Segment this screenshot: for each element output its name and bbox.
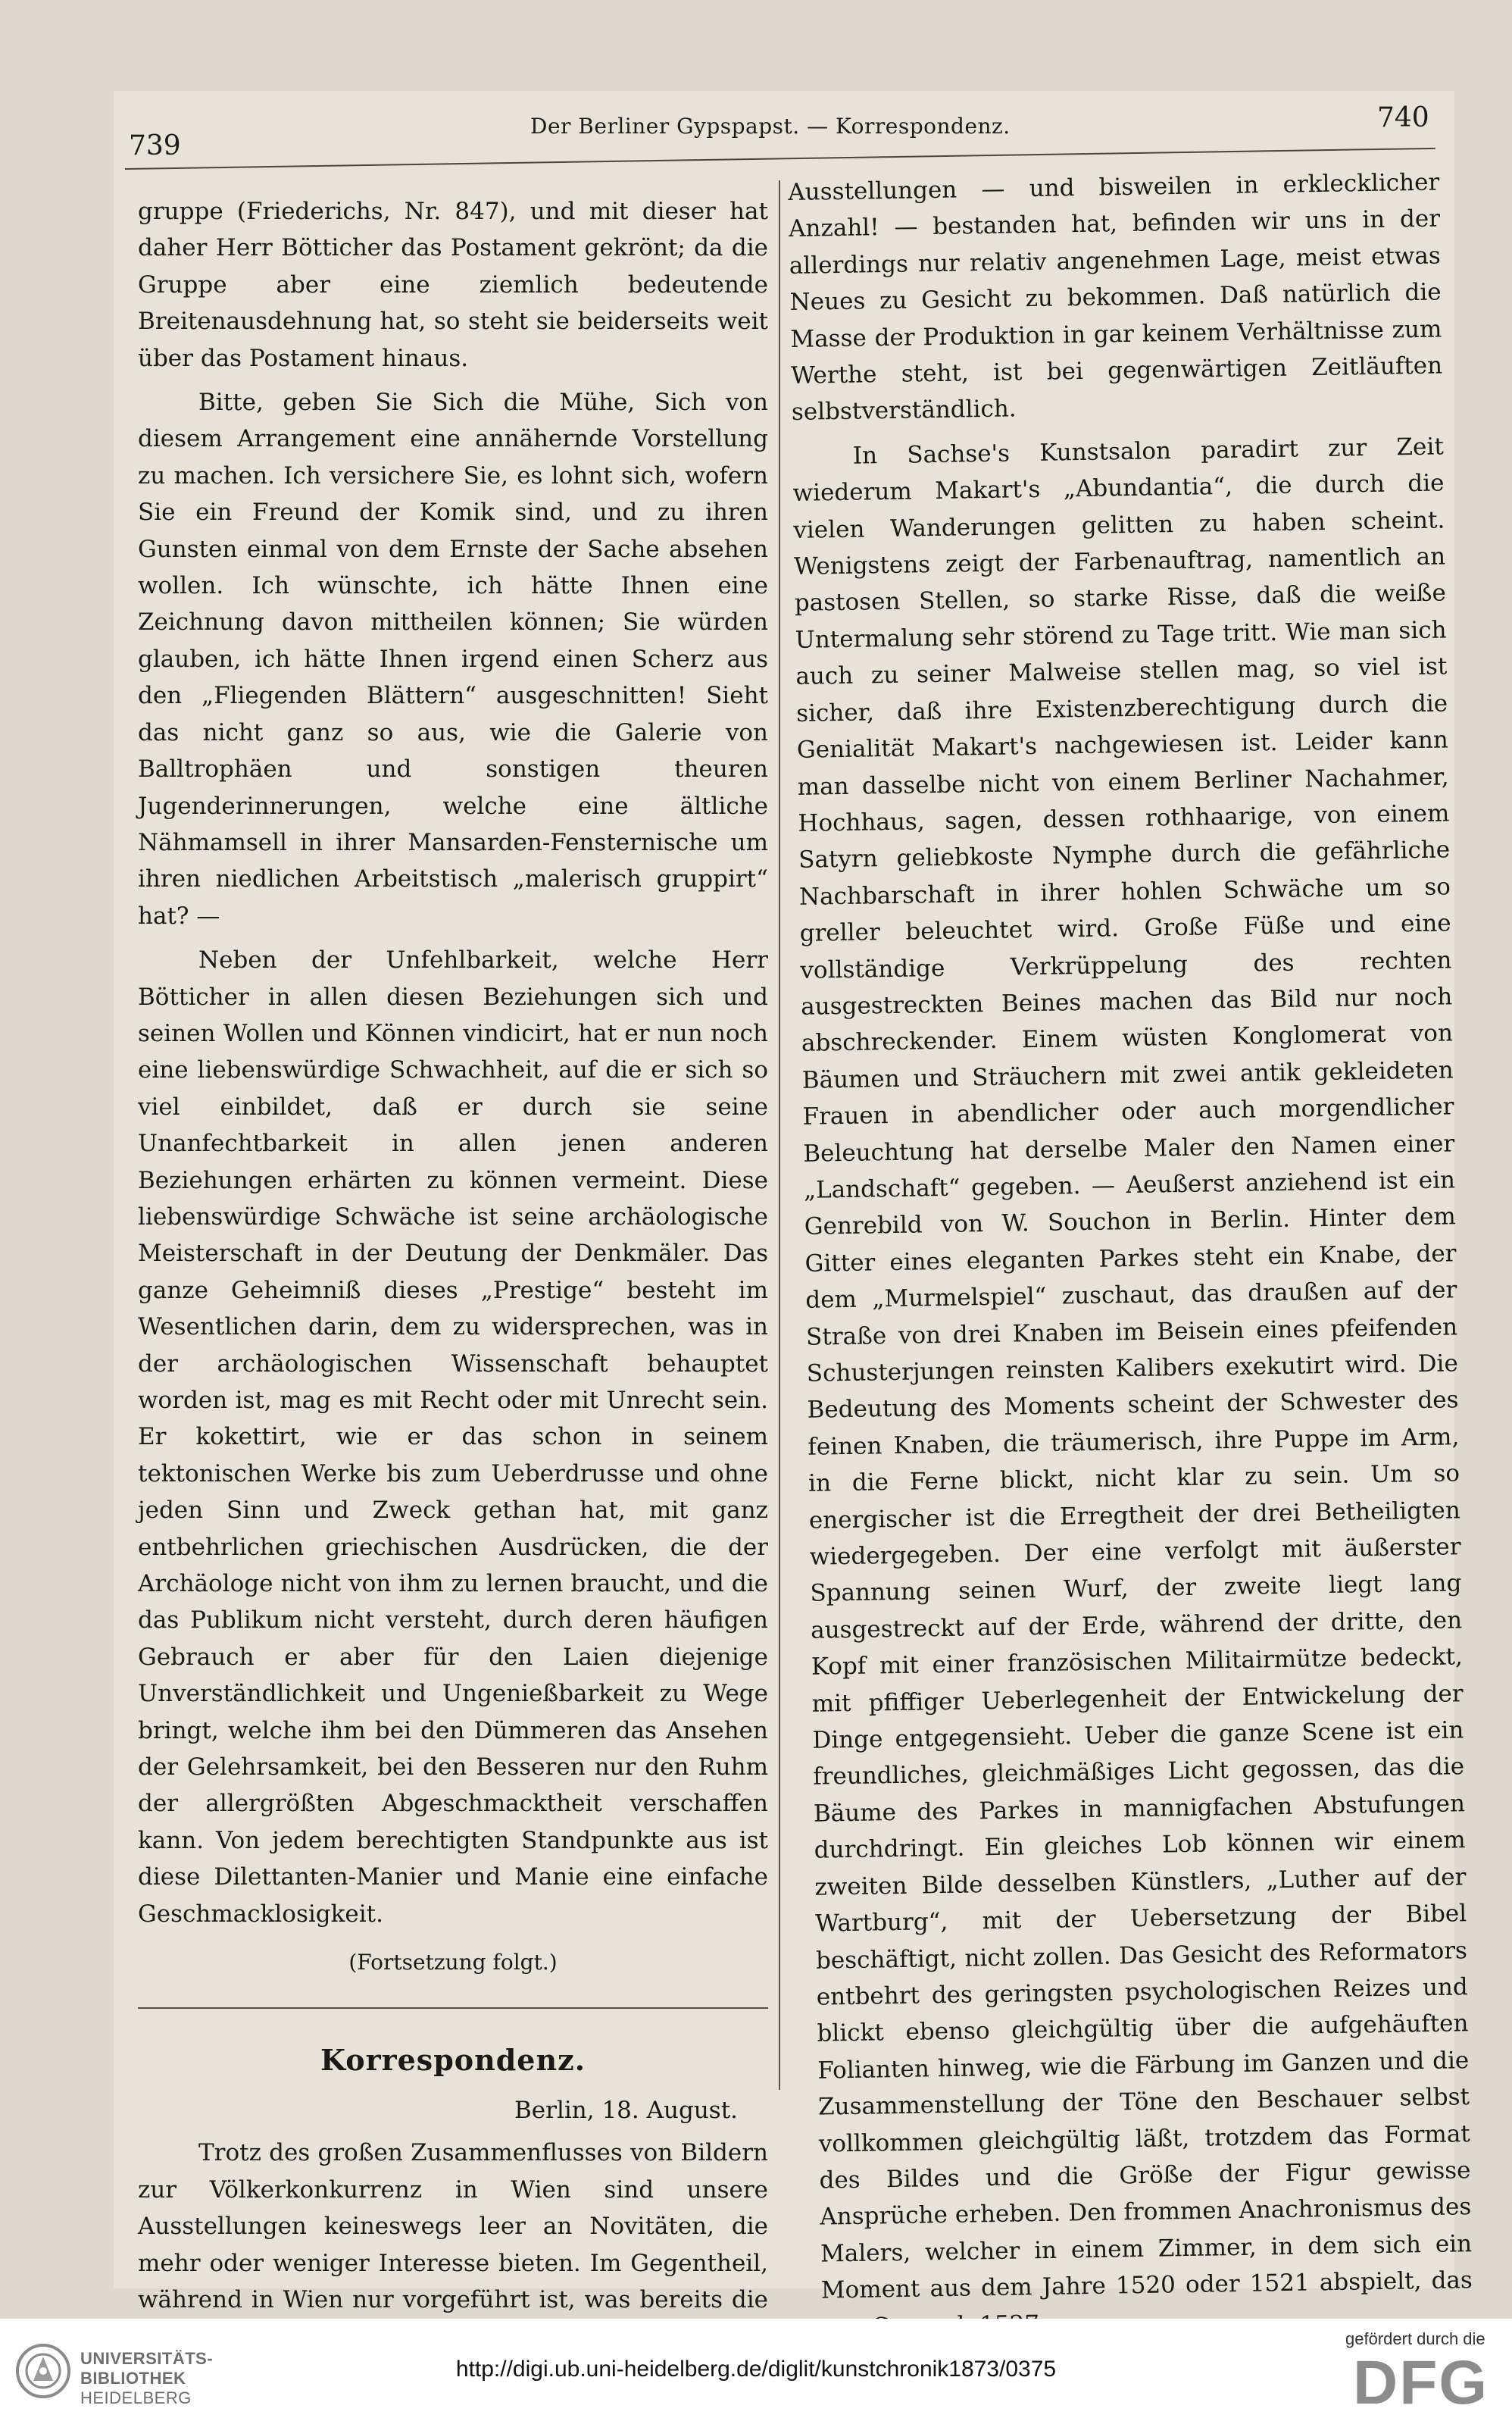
paragraph: In Sachse's Kunstsalon paradirt zur Zeit wiederum Makart's „Abundantia“, die durch die vielen Wanderungen gelitten zu haben scheint. Wenigstens zeigt der Farbenauftrag, namentlich an pastosen Stellen, so starke Risse, daß die weiße Untermalung sehr störend zu Tage tritt. Wie man sich auch zu seiner Malweise stellen mag, so viel ist sicher, daß ihre Existenzberechtigung durch die Genialität Makart's nachgewiesen ist. Leider kann man dasselbe nicht von einem Berliner Nachahmer, Hochhaus, sagen, dessen rothhaarige, von einem Satyrn geliebkoste Nymphe durch die gefährliche Nachbarschaft in ihrer hohlen Schwäche um so greller beleuchtet wird. Große Füße und eine vollständige Verkrüppelung des rechten ausgestreckten Beines machen das Bild nur noch abschreckender. Einem wüsten Konglomerat von Bäumen und Sträuchern mit zwei antik gekleideten Frauen in abendlicher oder auch morgendlicher Beleuchtung hat derselbe Maler den Namen einer „Landschaft“ gegeben. — Aeußerst anziehend ist ein Genrebild von W. Souchon in Berlin. Hinter dem Gitter eines eleganten Parkes steht ein Knabe, der dem „Murmelspiel“ zuschaut, das draußen auf der Straße von drei Knaben im Beisein eines pfeifenden Schusterjungen reinsten Kalibers exekutirt wird. Die Bedeutung des Moments scheint der Schwester des feinen Knaben, die träumerisch, ihre Puppe im Arm, in die Ferne blickt, nicht klar zu sein. Um so energischer ist die Erregtheit der drei Betheiligten wiedergegeben. Der eine verfolgt mit äußerster Spannung seinen Wurf, der zweite liegt lang ausgestreckt auf der Erde, während der dritte, den Kopf mit einer französischen Militairmütze bedeckt, mit pfiffiger Ueberlegenheit der Entwickelung der Dinge entgegensieht. Ueber die ganze Scene ist ein freundliches, gleichmäßiges Licht gegossen, das die Bäume des Parkes in mannigfachen Abstufungen durchdringt. Ein gleiches Lob können wir einem zweiten Bilde desselben Künstlers, „Luther auf der Wartburg“, mit der Uebersetzung der Bibel beschäftigt, nicht zollen. Das Gesicht des Reformators entbehrt des geringsten psychologischen Reizes und blickt ebenso gleichgültig über die aufgehäuften Folianten hinweg, wie die Färbung im Ganzen und die Zusammenstellung der Töne den Beschauer selbst vollkommen gleichgültig läßt, trotzdem das Format des Bildes und die Größe der Figur gewisse Ansprüche erheben. Den frommen Anachronismus des Malers, welcher in einem Zimmer, in dem sich ein Moment aus dem Jahre 1520 oder 1521 abspielt, das bbox=[792, 433, 1473, 2304]
footer-bar bbox=[0, 2319, 1512, 2421]
page-number-left: 739 bbox=[129, 130, 181, 161]
source-url-link[interactable]: http://digi.ub.uni-heidelberg.de/diglit/kunstchronik1873/0375 bbox=[455, 2357, 1057, 2382]
dfg-logo: DFG bbox=[1353, 2348, 1489, 2417]
paragraph: Trotz des großen Zusammenflusses von Bildern zur Völkerkonkurrenz in Wien sind unsere Ausstellungen keineswegs leer an Novitäten, die mehr oder weniger Interesse bieten. Im Gegentheil, während in Wien nur vorgeführt ist, was bereits die bbox=[138, 2139, 768, 2313]
section-title: Korrespondenz. bbox=[320, 2042, 586, 2077]
left-column bbox=[138, 193, 768, 2363]
page-number-right: 740 bbox=[1377, 102, 1429, 133]
section-rule bbox=[138, 2007, 768, 2009]
running-title: Der Berliner Gypspapst. — Korrespondenz. bbox=[530, 114, 1011, 139]
paragraph: Bitte, geben Sie Sich die Mühe, Sich von diesem Arrangement eine annähernde Vorstellung zu machen. Ich versichere Sie, es lohnt sich, wofern Sie ein Freund der Komik sind, und zu ihren Gunsten einmal von dem Ernste der Sache absehen wollen. Ich wünschte, ich hätte Ihnen eine Zeichnung davon mittheilen können; Sie würden glauben, ich hätte Ihnen irgend einen Scherz aus den „Fliegenden Blättern“ ausgeschnitten! Sieht das nicht ganz so aus, wie die Galerie von Balltrophäen und sonstigen theuren Jugenderinnerungen, welche eine ältliche Nähmamsell in ihrer Mansarden-Fensternische um ihren niedlichen Arbeitstisch „malerisch gruppirt“ hat? — bbox=[138, 389, 768, 930]
continuation-note: (Fortsetzung folgt.) bbox=[348, 1950, 558, 1975]
column-divider bbox=[779, 180, 780, 2090]
paragraph: gruppe (Friederichs, Nr. 847), und mit dieser hat daher Herr Bötticher das Postament gekrönt; da die Gruppe aber eine ziemlich bedeutende Breitenausdehnung hat, so steht sie beiderseits weit über das Postament hinaus. bbox=[138, 198, 768, 372]
right-column bbox=[788, 164, 1473, 2353]
paragraph: Neben der Unfehlbarkeit, welche Herr Bötticher in allen diesen Beziehungen sich und seinen Wollen und Können vindicirt, hat er nun noch eine liebenswürdige Schwachheit, auf die er sich so viel einbildet, daß er durch sie seine Unanfechtbarkeit in allen jenen anderen Beziehungen erhärten zu können vermeint. Diese liebenswürdige Schwäche ist seine archäologische Meisterschaft in der Deutung der Denkmäler. Das ganze Geheimniß dieses „Prestige“ besteht im Wesentlichen darin, dem zu widersprechen, was in der archäologischen Wissenschaft behauptet worden ist, mag es mit Recht oder mit Unrecht sein. Er kokettirt, wie er das schon in seinem tektonischen Werke bis zum Ueberdrusse und ohne jeden Sinn und Zweck gethan hat, mit ganz entbehrlichen griechischen Ausdrücken, die der Archäologe nicht von ihm zu lernen braucht, und die das Publikum nicht versteht, durch deren häufigen Gebrauch er aber für den Laien diejenige Unverständlichkeit und Ungenießbarkeit zu Wege bringt, welche ihm bei den Dümmeren das Ansehen der Gelehrsamkeit, bei den Besseren nur den Ruhm der allergrößten Abgeschmacktheit verschaffen kann. Von jedem berechtigten Standpunkte aus ist diese Dilettanten-Manier und Manie eine einfache Geschmacklosigkeit. bbox=[138, 946, 768, 1928]
library-name-line3: HEIDELBERG bbox=[80, 2388, 192, 2407]
paragraph: Ausstellungen — und bisweilen in erklecklicher Anzahl! — bestanden hat, befinden wir uns in der allerdings nur relativ angenehmen Lage, meist etwas Neues zu Gesicht zu bekommen. Daß natürlich die Masse der Produktion in gar keinem Verhältnisse zum Werthe steht, ist bei gegenwärtigen Zeitläuften selbstverständlich. bbox=[788, 168, 1443, 427]
library-name-line1: UNIVERSITÄTS- bbox=[80, 2349, 214, 2368]
dateline: Berlin, 18. August. bbox=[514, 2096, 738, 2124]
funded-by-label: gefördert durch die bbox=[1345, 2329, 1485, 2348]
library-name-line2: BIBLIOTHEK bbox=[80, 2369, 186, 2388]
